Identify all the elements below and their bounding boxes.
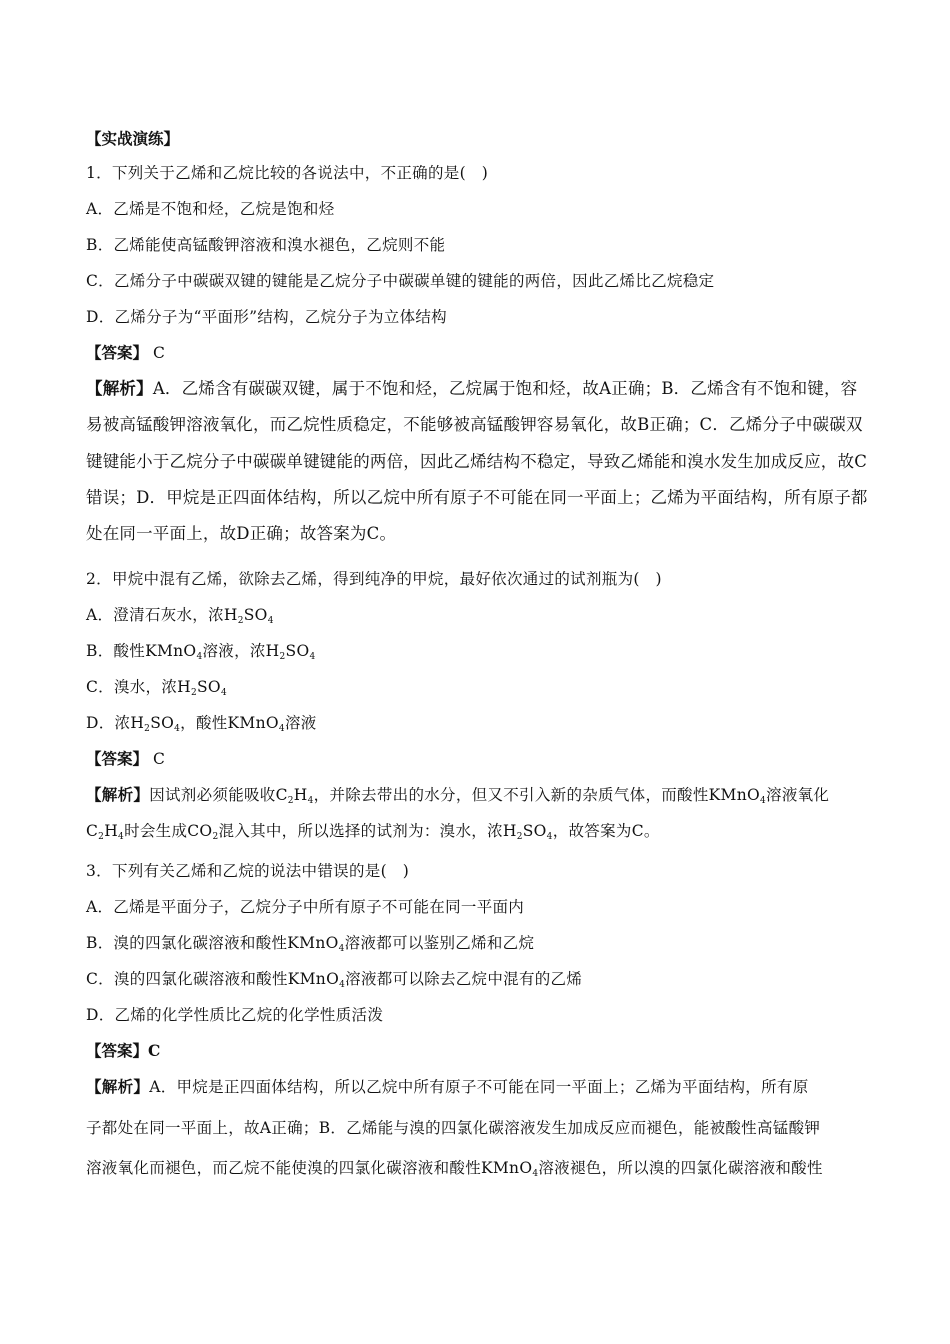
q1-option-b: B．乙烯能使高锰酸钾溶液和溴水褪色，乙烷则不能 xyxy=(86,236,446,254)
q1-analysis-line-3: 键键能小于乙烷分子中碳碳单键键能的两倍，因此乙烯结构不稳定，导致乙烯能和溴水发生加成反应，故C xyxy=(86,452,868,471)
q2-option-d: D．浓$H_2SO_4$，酸性KMnO$_4$溶液 xyxy=(86,714,317,734)
q3-analysis-line-3: 溶液氧化而褪色，而乙烷不能使溴的四氯化碳溶液和酸性KMnO$_4$溶液褪色，所以溴的四氯化碳溶液和酸性 xyxy=(86,1159,823,1179)
q1-answer xyxy=(86,342,165,364)
q1-stem: 1．下列关于乙烯和乙烷比较的各说法中，不正确的是( ) xyxy=(86,164,489,182)
q2-option-b: B．酸性KMnO$_4$溶液，浓$H_2SO_4$ xyxy=(86,642,316,662)
answer-tag: 【答案】 xyxy=(86,749,149,768)
analysis-tag: 【解析】 xyxy=(86,1077,150,1096)
analysis-text: A．乙烯含有碳碳双键，属于不饱和烃，乙烷属于饱和烃，故A正确；B．乙烯含有不饱和键，容 xyxy=(152,379,858,398)
q3-option-a: A．乙烯是平面分子，乙烷分子中所有原子不可能在同一平面内 xyxy=(86,898,525,916)
answer-value: C xyxy=(152,750,165,768)
q1-option-d: D．乙烯分子为“平面形”结构，乙烷分子为立体结构 xyxy=(86,308,447,326)
q1-analysis-line-2: 易被高锰酸钾溶液氧化，而乙烷性质稳定，不能够被高锰酸钾容易氧化，故B正确；C．乙烯分子中碳碳双 xyxy=(86,415,863,434)
answer-value: C xyxy=(152,344,165,362)
answer-tag: 【答案】 xyxy=(86,343,149,362)
q1-option-a: A．乙烯是不饱和烃，乙烷是饱和烃 xyxy=(86,200,335,218)
q3-option-b: B．溴的四氯化碳溶液和酸性KMnO$_4$溶液都可以鉴别乙烯和乙烷 xyxy=(86,934,535,954)
answer-value: C xyxy=(148,1041,161,1060)
q2-analysis-line-2: $C_2H_4$时会生成$CO_2$混入其中，所以选择的试剂为：溴水，浓$H_2SO_4$，故答案为C。 xyxy=(86,822,660,842)
q2-stem: 2．甲烷中混有乙烯，欲除去乙烯，得到纯净的甲烷，最好依次通过的试剂瓶为( ) xyxy=(86,570,662,588)
q1-analysis-line-1 xyxy=(86,378,857,400)
analysis-tag: 【解析】 xyxy=(86,785,150,804)
q2-option-c: C．溴水，浓$H_2SO_4$ xyxy=(86,678,227,698)
q1-analysis-line-5: 处在同一平面上，故D正确；故答案为C。 xyxy=(86,524,397,543)
q2-answer xyxy=(86,748,165,770)
q1-analysis-line-4: 错误；D．甲烷是正四面体结构，所以乙烷中所有原子不可能在同一平面上；乙烯为平面结构，所有原子都 xyxy=(86,488,868,507)
section-title: 【实战演练】 xyxy=(86,129,180,148)
q3-stem: 3．下列有关乙烯和乙烷的说法中错误的是( ) xyxy=(86,862,410,880)
q2-option-a: A．澄清石灰水，浓$H_2SO_4$ xyxy=(86,606,274,626)
q3-option-c: C．溴的四氯化碳溶液和酸性KMnO$_4$溶液都可以除去乙烷中混有的乙烯 xyxy=(86,970,583,990)
q3-answer xyxy=(86,1040,160,1062)
q1-option-c: C．乙烯分子中碳碳双键的键能是乙烷分子中碳碳单键的键能的两倍，因此乙烯比乙烷稳定 xyxy=(86,272,715,290)
q3-option-d: D．乙烯的化学性质比乙烷的化学性质活泼 xyxy=(86,1006,384,1024)
q3-analysis-line-1: 【解析】A．甲烷是正四面体结构，所以乙烷中所有原子不可能在同一平面上；乙烯为平面结构，所有原 xyxy=(86,1077,809,1096)
q2-analysis-line-1: 【解析】因试剂必须能吸收$C_2H_4$，并除去带出的水分，但又不引入新的杂质气体，而酸性KMnO$_4$溶液氧化 xyxy=(86,785,830,806)
analysis-tag: 【解析】 xyxy=(86,379,153,398)
answer-tag: 【答案】 xyxy=(86,1041,149,1060)
q3-analysis-line-2: 子都处在同一平面上，故A正确；B．乙烯能与溴的四氯化碳溶液发生加成反应而褪色，能被酸性高锰酸钾 xyxy=(86,1119,821,1137)
